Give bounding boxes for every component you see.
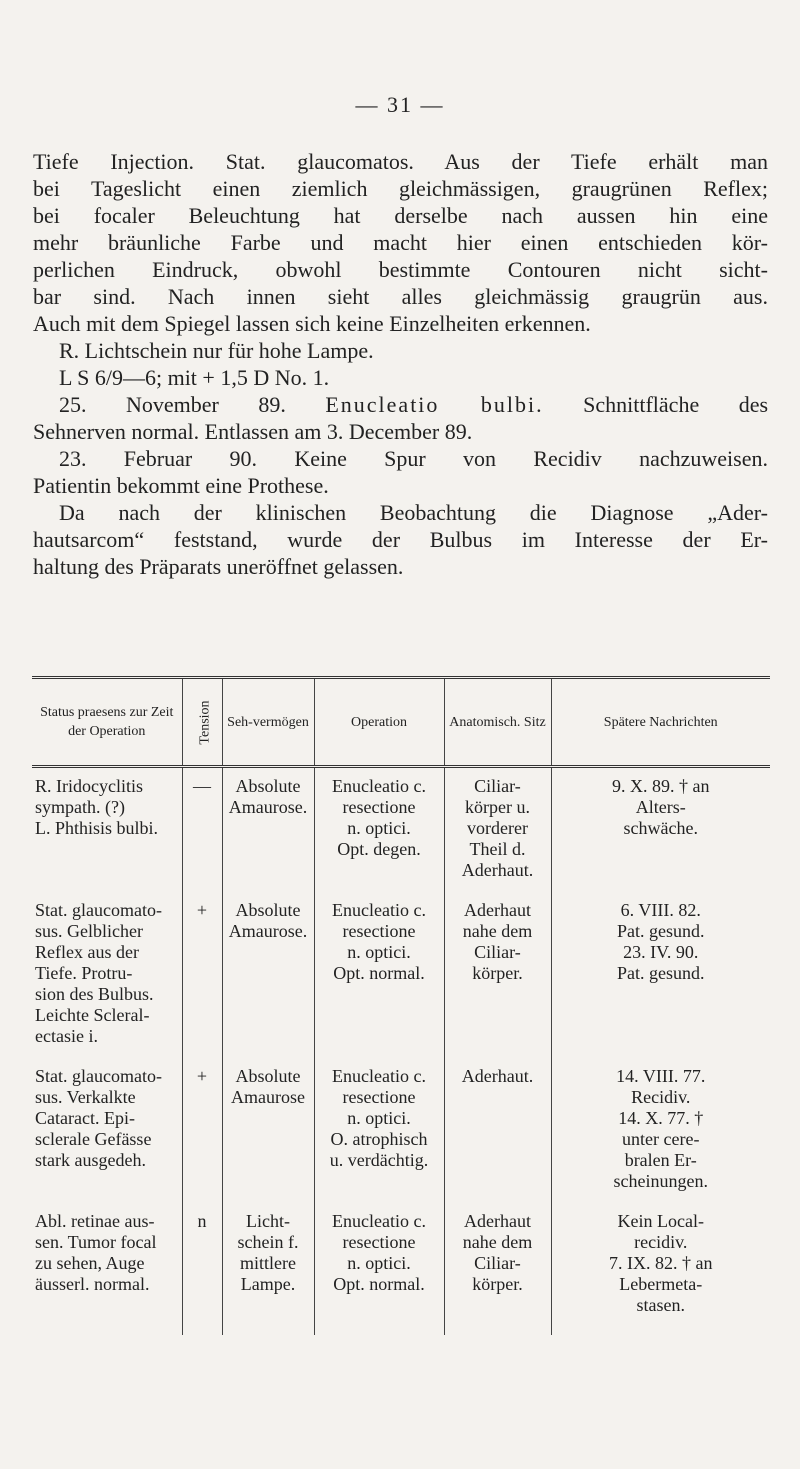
text-line: hautsarcom“ feststand, wurde der Bulbus im Interesse der Er- <box>33 527 768 552</box>
cell-line: körper u. <box>465 797 530 817</box>
cell-line: Leichte Scleral- <box>35 1005 150 1025</box>
text-line: Da nach der klinischen Beobachtung die Diagnose „Ader- <box>59 500 768 525</box>
cell-sehvermoegen <box>222 767 314 901</box>
cell-line: 6. VIII. 82. <box>620 900 701 920</box>
cell-line: stasen. <box>636 1295 685 1315</box>
cell-line: Abl. retinae aus- <box>35 1211 155 1231</box>
cell-line: Cataract. Epi- <box>35 1108 135 1128</box>
table-body <box>32 767 770 1336</box>
cell-line: unter cere- <box>622 1129 700 1149</box>
cell-status <box>32 1066 182 1211</box>
cell-line: äusserl. normal. <box>35 1274 150 1294</box>
cell-line: bralen Er- <box>624 1150 697 1170</box>
cell-line: Enucleatio c. <box>332 776 426 796</box>
header-sehvermoegen: Seh-vermögen <box>222 678 314 767</box>
cell-line: Theil d. <box>469 839 526 859</box>
cell-line: scheinungen. <box>613 1171 708 1191</box>
text-line: bei focaler Beleuchtung hat derselbe nach aussen hin eine <box>33 203 768 228</box>
cell-line: Recidiv. <box>631 1087 691 1107</box>
cell-line: Ciliar- <box>474 942 521 962</box>
cell-line: Absolute <box>235 900 301 920</box>
text-line: Patientin bekommt eine Prothese. <box>33 473 329 498</box>
table <box>32 676 770 1335</box>
page-number: — 31 — <box>355 92 445 117</box>
cell-line: Kein Local- <box>617 1211 704 1231</box>
text-line: 23. Februar 90. Keine Spur von Recidiv nachzuweisen. <box>59 446 768 471</box>
paragraph-right-eye <box>33 337 768 364</box>
text-line: bei Tageslicht einen ziemlich gleichmässigen, graugrünen Reflex; <box>33 176 768 201</box>
header-tension-label: Tension <box>197 699 213 745</box>
cell-line: resectione <box>342 1087 416 1107</box>
cell-line: sympath. (?) <box>35 797 125 817</box>
text-line: bar sind. Nach innen sieht alles gleichmässig graugrün aus. <box>33 284 768 309</box>
header-nachrichten: Spätere Nachrichten <box>551 678 770 767</box>
cell-line: L. Phthisis bulbi. <box>35 818 159 838</box>
header-tension <box>182 678 222 767</box>
text-line: R. Lichtschein nur für hohe Lampe. <box>59 338 374 363</box>
cell-line: Aderhaut. <box>461 1066 534 1086</box>
text-line: Auch mit dem Spiegel lassen sich keine Einzelheiten erkennen. <box>33 311 591 336</box>
paragraph-left-eye <box>33 364 768 391</box>
cell-status <box>32 1211 182 1335</box>
cell-line: Stat. glaucomato- <box>35 900 162 920</box>
cell-line: sclerale Gefässe <box>35 1129 152 1149</box>
cell-tension: n <box>182 1211 222 1335</box>
case-table <box>32 676 770 1335</box>
cell-line: n. optici. <box>347 818 411 838</box>
cell-nachrichten <box>551 900 770 1066</box>
cell-line: Pat. gesund. <box>617 921 705 941</box>
cell-line: Alters- <box>635 797 686 817</box>
cell-line: 14. X. 77. † <box>618 1108 704 1128</box>
cell-sitz <box>444 900 551 1066</box>
cell-sehvermoegen <box>222 900 314 1066</box>
date: 25. November 89. <box>59 392 286 417</box>
cell-line: Amaurose. <box>228 797 308 817</box>
cell-sitz <box>444 1211 551 1335</box>
cell-line: resectione <box>342 921 416 941</box>
cell-line: körper. <box>472 1274 523 1294</box>
cell-line: sus. Verkalkte <box>35 1087 136 1107</box>
cell-line: Opt. normal. <box>333 1274 425 1294</box>
text-line: perlichen Eindruck, obwohl bestimmte Contouren nicht sicht- <box>33 257 768 282</box>
header-operation: Operation <box>314 678 444 767</box>
text-line: Sehnerven normal. Entlassen am 3. December 89. <box>33 419 473 444</box>
body-text <box>33 148 768 580</box>
cell-line: Pat. gesund. <box>617 963 705 983</box>
cell-line: sus. Gelblicher <box>35 921 143 941</box>
cell-line: O. atrophisch <box>330 1129 428 1149</box>
cell-line: vorderer <box>467 818 528 838</box>
cell-line: Aderhaut <box>464 900 531 920</box>
cell-line: n. optici. <box>347 942 411 962</box>
cell-line: Reflex aus der <box>35 942 139 962</box>
cell-line: R. Iridocyclitis <box>35 776 143 796</box>
paragraph-description <box>33 148 768 337</box>
cell-tension: — <box>182 767 222 901</box>
cell-line: sen. Tumor focal <box>35 1232 157 1252</box>
cell-line: schein f. <box>237 1232 299 1252</box>
cell-operation <box>314 1211 444 1335</box>
cell-line: Opt. degen. <box>337 839 421 859</box>
cell-line: Amaurose <box>231 1087 305 1107</box>
cell-line: 23. IV. 90. <box>623 942 699 962</box>
cell-line: Stat. glaucomato- <box>35 1066 162 1086</box>
cell-operation <box>314 900 444 1066</box>
cell-line: Absolute <box>235 776 301 796</box>
text-line <box>33 391 768 418</box>
cell-operation <box>314 767 444 901</box>
procedure-highlight: Enucleatio bulbi. <box>325 392 544 417</box>
cell-line: Aderhaut. <box>461 860 534 880</box>
cell-nachrichten <box>551 1066 770 1211</box>
cell-line: Opt. normal. <box>333 963 425 983</box>
cell-operation <box>314 1066 444 1211</box>
cell-line: Enucleatio c. <box>332 900 426 920</box>
text-line: mehr bräunliche Farbe und macht hier einen entschieden kör- <box>33 230 768 255</box>
table-row <box>32 1066 770 1211</box>
cell-line: Lebermeta- <box>619 1274 703 1294</box>
cell-line: Amaurose. <box>228 921 308 941</box>
text-line: L S 6/9—6; mit + 1,5 D No. 1. <box>59 365 330 390</box>
cell-line: n. optici. <box>347 1108 411 1128</box>
cell-line: resectione <box>342 1232 416 1252</box>
cell-tension: + <box>182 900 222 1066</box>
cell-line: Ciliar- <box>474 1253 521 1273</box>
cell-line: mittlere <box>240 1253 296 1273</box>
cell-sitz <box>444 767 551 901</box>
cell-line: Licht- <box>246 1211 290 1231</box>
cell-sitz <box>444 1066 551 1211</box>
cell-line: Enucleatio c. <box>332 1211 426 1231</box>
cell-line: resectione <box>342 797 416 817</box>
cell-line: nahe dem <box>462 1232 533 1252</box>
header-status: Status praesens zur Zeit der Operation <box>40 705 174 739</box>
table-row <box>32 1211 770 1335</box>
table-row <box>32 767 770 901</box>
table-header <box>32 678 770 767</box>
cell-sehvermoegen <box>222 1211 314 1335</box>
paragraph-diagnosis <box>33 499 768 580</box>
table-row <box>32 900 770 1066</box>
cell-line: Absolute <box>235 1066 301 1086</box>
cell-line: zu sehen, Auge <box>35 1253 145 1273</box>
cell-line: recidiv. <box>634 1232 688 1252</box>
text-line: haltung des Präparats uneröffnet gelassen. <box>33 554 404 579</box>
header-sitz: Anatomisch. Sitz <box>444 678 551 767</box>
cell-line: 9. X. 89. † an <box>612 776 710 796</box>
cell-line: 14. VIII. 77. <box>616 1066 706 1086</box>
cell-line: 7. IX. 82. † an <box>609 1253 713 1273</box>
cell-status <box>32 900 182 1066</box>
cell-line: schwäche. <box>623 818 698 838</box>
cell-line: Ciliar- <box>474 776 521 796</box>
cell-line: Enucleatio c. <box>332 1066 426 1086</box>
cell-line: stark ausgedeh. <box>35 1150 146 1170</box>
paragraph-enucleation <box>33 391 768 445</box>
cell-line: u. verdächtig. <box>329 1150 429 1170</box>
cell-tension: + <box>182 1066 222 1211</box>
cell-line: Tiefe. Protru- <box>35 963 133 983</box>
cell-line: Aderhaut <box>464 1211 531 1231</box>
cell-line: sion des Bulbus. <box>35 984 154 1004</box>
cell-nachrichten <box>551 1211 770 1335</box>
text-line: Tiefe Injection. Stat. glaucomatos. Aus der Tiefe erhält man <box>33 149 768 174</box>
cell-sehvermoegen <box>222 1066 314 1211</box>
cell-line: Lampe. <box>240 1274 296 1294</box>
cell-nachrichten <box>551 767 770 901</box>
text-line-tail: Schnittfläche des <box>583 392 769 417</box>
cell-line: körper. <box>472 963 523 983</box>
cell-status <box>32 767 182 901</box>
cell-line: ectasie i. <box>35 1026 98 1046</box>
cell-line: n. optici. <box>347 1253 411 1273</box>
paragraph-followup <box>33 445 768 499</box>
cell-line: nahe dem <box>462 921 533 941</box>
